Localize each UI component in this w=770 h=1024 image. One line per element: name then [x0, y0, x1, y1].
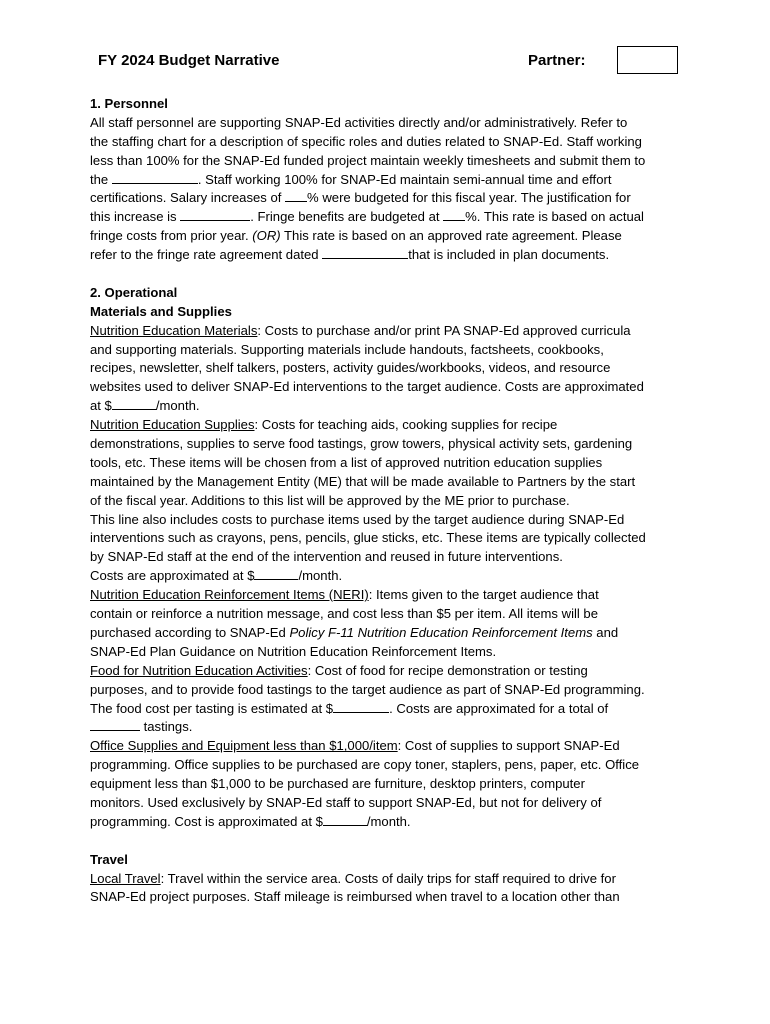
office-title: Office Supplies and Equipment less than $1,000/item	[90, 738, 398, 754]
paragraph-line: Office Supplies and Equipment less than $1,000/item: Cost of supplies to support SNAP-Ed	[90, 738, 620, 754]
document-body	[90, 95, 690, 907]
paragraph-line: All staff personnel are supporting SNAP-Ed activities directly and/or administratively. Refer to	[90, 114, 628, 130]
paragraph-line: purchased according to SNAP-Ed Policy F-11 Nutrition Education Reinforcement Items and	[90, 624, 619, 640]
paragraph-line: SNAP-Ed Plan Guidance on Nutrition Education Reinforcement Items.	[90, 643, 497, 659]
nes-title: Nutrition Education Supplies	[90, 417, 255, 433]
personnel-heading: 1. Personnel	[90, 96, 168, 111]
operational-heading: 2. Operational	[90, 284, 178, 300]
paragraph-line: programming. Office supplies to be purchased are copy toner, staplers, pens, paper, etc. Office	[90, 757, 640, 773]
food-title: Food for Nutrition Education Activities	[90, 662, 308, 678]
paragraph-line: certifications. Salary increases of % were budgeted for this fiscal year. The justification for	[90, 190, 631, 206]
paragraph-line: programming. Cost is approximated at $ /month.	[90, 813, 411, 829]
partner-field[interactable]	[617, 46, 678, 74]
paragraph-line: Nutrition Education Supplies: Costs for teaching aids, cooking supplies for recipe	[90, 417, 558, 433]
paragraph-line: Nutrition Education Reinforcement Items (NERI): Items given to the target audience that	[90, 587, 599, 603]
paragraph-line: the staffing chart for a description of specific roles and duties related to SNAP-Ed. Staff working	[90, 133, 642, 149]
paragraph-line: Costs are approximated at $ /month.	[90, 568, 343, 584]
paragraph-line: by SNAP-Ed staff at the end of the intervention and reused in future interventions.	[90, 549, 563, 565]
paragraph-line: the . Staff working 100% for SNAP-Ed maintain semi-annual time and effort	[90, 171, 612, 187]
nem-title: Nutrition Education Materials	[90, 322, 258, 338]
blank-office-cost[interactable]	[323, 813, 367, 826]
paragraph-line: purposes, and to provide food tastings to the target audience as part of SNAP-Ed programming.	[90, 681, 645, 697]
blank-nes-cost[interactable]	[254, 567, 298, 580]
blank-tastings-count[interactable]	[90, 718, 140, 731]
paragraph-line: contain or reinforce a nutrition message, and cost less than $5 per item. All items will be	[90, 606, 598, 622]
paragraph-line: Nutrition Education Materials: Costs to purchase and/or print PA SNAP-Ed approved curricula	[90, 322, 631, 338]
paragraph-line: at $ /month.	[90, 398, 200, 414]
paragraph-line: fringe costs from prior year. (OR) This rate is based on an approved rate agreement. Please	[90, 228, 622, 244]
paragraph-line: The food cost per tasting is estimated at $ . Costs are approximated for a total of	[90, 700, 609, 716]
paragraph-line: tools, etc. These items will be chosen from a list of approved nutrition education supplies	[90, 454, 603, 470]
paragraph-line: This line also includes costs to purchase items used by the target audience during SNAP-Ed	[90, 511, 625, 527]
paragraph-line: Food for Nutrition Education Activities: Cost of food for recipe demonstration or testing	[90, 662, 588, 678]
document-title: FY 2024 Budget Narrative	[98, 52, 280, 69]
paragraph-line: Local Travel: Travel within the service area. Costs of daily trips for staff required to drive for	[90, 870, 616, 886]
paragraph-line: SNAP-Ed project purposes. Staff mileage is reimbursed when travel to a location other than	[90, 889, 620, 905]
paragraph-line: of the fiscal year. Additions to this list will be approved by the ME prior to purchase.	[90, 492, 570, 508]
paragraph-line: websites used to deliver SNAP-Ed interventions to the target audience. Costs are approximated	[90, 379, 644, 395]
paragraph-line: demonstrations, supplies to serve food tastings, grow towers, physical activity sets, gardening	[90, 436, 633, 452]
paragraph-line: equipment less than $1,000 to be purchased are furniture, desktop printers, computer	[90, 776, 585, 792]
paragraph-line: and supporting materials. Supporting materials include handouts, factsheets, cookbooks,	[90, 341, 604, 357]
document-header	[98, 52, 698, 74]
paragraph-line: monitors. Used exclusively by SNAP-Ed staff to support SNAP-Ed, but not for delivery of	[90, 794, 602, 810]
blank-nem-cost[interactable]	[112, 397, 156, 410]
blank-salary-increase[interactable]	[285, 189, 307, 202]
paragraph-line: maintained by the Management Entity (ME) that will be made available to Partners by the start	[90, 473, 636, 489]
materials-subheading: Materials and Supplies	[90, 303, 232, 319]
paragraph-line: tastings.	[90, 718, 690, 737]
paragraph-line: interventions such as crayons, pens, pencils, glue sticks, etc. These items are typically collected	[90, 530, 646, 546]
blank-food-cost[interactable]	[333, 700, 389, 713]
paragraph-line: refer to the fringe rate agreement dated that is included in plan documents.	[90, 247, 610, 263]
blank-justification[interactable]	[180, 208, 250, 221]
local-travel-title: Local Travel	[90, 870, 161, 886]
partner-label: Partner:	[528, 52, 586, 69]
neri-title: Nutrition Education Reinforcement Items (NERI)	[90, 587, 369, 603]
paragraph-line: recipes, newsletter, shelf talkers, posters, activity guides/workbooks, videos, and resource	[90, 360, 611, 376]
paragraph-line: less than 100% for the SNAP-Ed funded project maintain weekly timesheets and submit them to	[90, 152, 646, 168]
blank-agreement-date[interactable]	[322, 246, 408, 259]
blank-fringe-rate[interactable]	[443, 208, 465, 221]
blank-timesheet-recipient[interactable]	[112, 171, 198, 184]
paragraph-line: this increase is . Fringe benefits are budgeted at %. This rate is based on actual	[90, 209, 644, 225]
travel-heading: Travel	[90, 851, 128, 867]
